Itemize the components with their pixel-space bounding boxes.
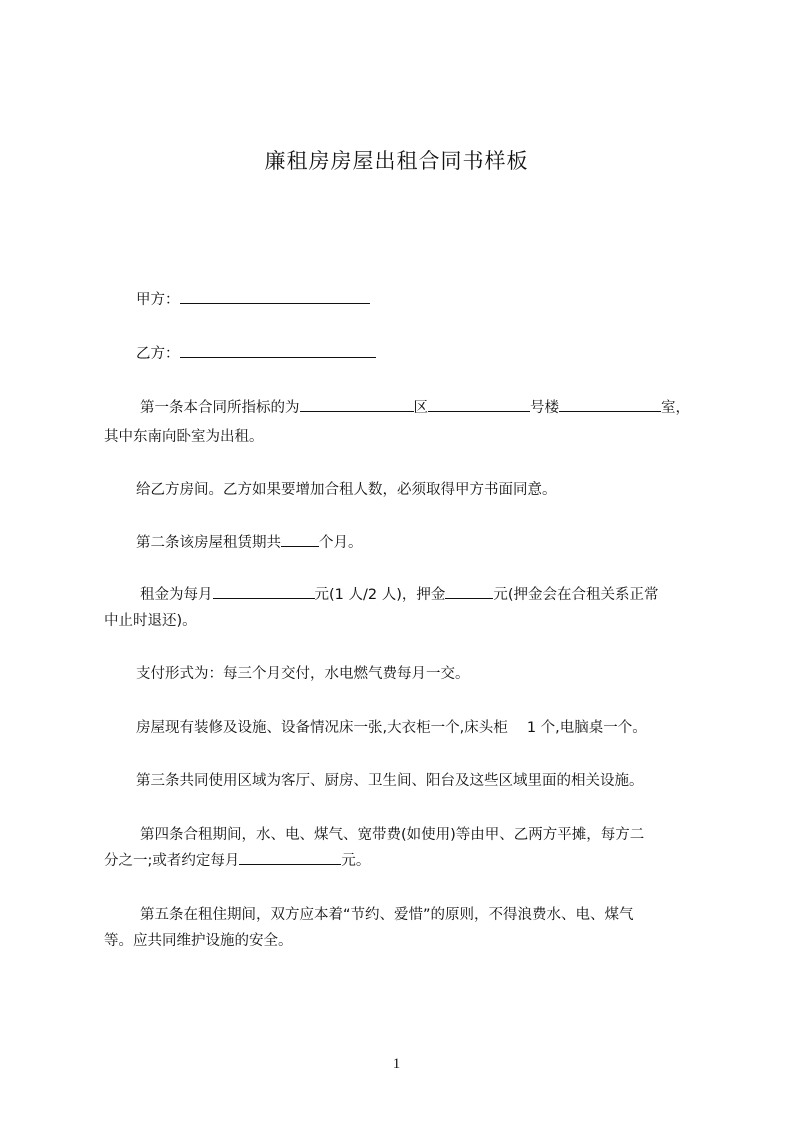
page-number: 1 [392, 1056, 401, 1072]
monthly-fee-blank [239, 848, 341, 865]
article-4-text-b: 元。 [341, 853, 371, 869]
party-a-label: 甲方： [136, 292, 180, 308]
party-a-line [136, 286, 736, 315]
rent-amount-blank [213, 582, 315, 599]
article-2-line [136, 529, 736, 558]
article-4-line-1: 第四条合租期间，水、电、煤气、宽带费(如使用)等由甲、乙两方平摊，每方二 [140, 827, 645, 843]
article-1-text-a: 第一条本合同所指标的为 [140, 400, 300, 416]
rent-text-b: 元(1 人/2 人)，押金 [314, 587, 446, 603]
article-2-text-a: 第二条该房屋租赁期共 [136, 535, 281, 551]
rent-text-a: 租金为每月 [140, 587, 213, 603]
party-b-blank [180, 341, 376, 358]
article-1-text-c: 号楼 [530, 400, 559, 416]
room-blank [559, 395, 661, 412]
article-4-text-a: 分之一;或者约定每月 [104, 853, 240, 869]
party-b-label: 乙方： [136, 346, 180, 362]
furnishing-paragraph: 房屋现有装修及设施、设备情况床一张,大衣柜一个,床头柜 1 个,电脑桌一个。 [136, 720, 647, 736]
rent-text-c: 元(押金会在合租关系正常 [493, 587, 659, 603]
payment-paragraph: 支付形式为：每三个月交付，水电燃气费每月一交。 [136, 666, 470, 682]
article-1-text-d: 室， [661, 400, 690, 416]
article-2-text-b: 个月。 [319, 535, 363, 551]
building-blank [428, 395, 530, 412]
article-5-line-2: 等。应共同维护设施的安全。 [104, 933, 293, 949]
lease-months-blank [281, 530, 319, 547]
room-paragraph: 给乙方房间。乙方如果要增加合租人数，必须取得甲方书面同意。 [136, 482, 557, 498]
deposit-blank [445, 582, 493, 599]
article-4-line-2 [104, 847, 704, 876]
article-1-line-2: 其中东南向卧室为出租。 [104, 429, 264, 445]
article-1-line-1 [140, 394, 740, 423]
district-blank [300, 395, 414, 412]
rent-line-2: 中止时退还)。 [104, 613, 197, 629]
party-a-blank [180, 287, 370, 304]
article-5-line-1: 第五条在租住期间，双方应本着“节约、爱惜”的原则，不得浪费水、电、煤气 [140, 907, 634, 923]
article-1-text-b: 区 [413, 400, 428, 416]
rent-line-1 [140, 581, 740, 610]
document-title: 廉租房房屋出租合同书样板 [264, 149, 529, 173]
article-3-paragraph: 第三条共同使用区域为客厅、厨房、卫生间、阳台及这些区域里面的相关设施。 [136, 773, 644, 789]
party-b-line [136, 340, 736, 369]
